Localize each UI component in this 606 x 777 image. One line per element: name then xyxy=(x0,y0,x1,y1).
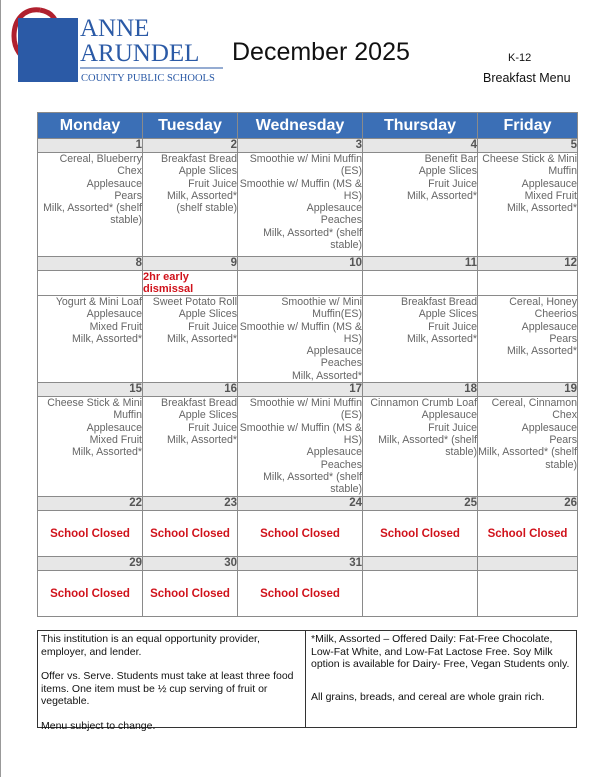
equal-opportunity-note: This institution is an equal opportunity provider, employer, and lender. xyxy=(41,633,260,658)
weekday-wednesday: Wednesday xyxy=(238,113,363,139)
date-row xyxy=(38,557,578,571)
logo-square xyxy=(18,18,78,82)
page-edge xyxy=(0,0,1,777)
closed-row xyxy=(38,571,578,617)
date-cell: 30 xyxy=(143,557,238,571)
weekday-header-row xyxy=(38,113,578,139)
menu-cell: Benefit Bar Apple Slices Fruit Juice Milk, Assorted* xyxy=(363,153,478,257)
weekday-thursday: Thursday xyxy=(363,113,478,139)
weekday-monday: Monday xyxy=(38,113,143,139)
school-closed-label: School Closed xyxy=(143,511,238,557)
date-cell: 15 xyxy=(38,383,143,397)
date-cell: 17 xyxy=(238,383,363,397)
school-closed-label: School Closed xyxy=(238,571,363,617)
date-row xyxy=(38,383,578,397)
date-cell: 24 xyxy=(238,497,363,511)
menu-cell: Breakfast Bread Apple Slices Fruit Juice Milk, Assorted* xyxy=(363,296,478,383)
school-closed-label: School Closed xyxy=(238,511,363,557)
menu-name: Breakfast Menu xyxy=(483,71,571,85)
date-cell: 8 xyxy=(38,257,143,271)
footer-left xyxy=(38,631,306,732)
school-closed-label: School Closed xyxy=(363,511,478,557)
logo-line3: COUNTY PUBLIC SCHOOLS xyxy=(81,73,215,84)
date-cell: 5 xyxy=(478,139,578,153)
menu-cell: Sweet Potato Roll Apple Slices Fruit Juice Milk, Assorted* xyxy=(143,296,238,383)
date-cell: 18 xyxy=(363,383,478,397)
date-cell: 11 xyxy=(363,257,478,271)
menu-row xyxy=(38,397,578,497)
menu-cell: Smoothie w/ Mini Muffin (ES) Smoothie w/ Muffin (MS & HS) Applesauce Peaches Milk, Assorted* (shelf stable) xyxy=(238,397,363,497)
menu-cell: Cereal, Honey Cheerios Applesauce Pears Milk, Assorted* xyxy=(478,296,578,383)
school-closed-label: School Closed xyxy=(38,511,143,557)
menu-cell: Breakfast Bread Apple Slices Fruit Juice Milk, Assorted* xyxy=(143,397,238,497)
empty-cell xyxy=(478,571,578,617)
menu-cell: Cereal, Cinnamon Chex Applesauce Pears Milk, Assorted* (shelf stable) xyxy=(478,397,578,497)
date-cell: 26 xyxy=(478,497,578,511)
date-cell: 2 xyxy=(143,139,238,153)
milk-note: *Milk, Assorted – Offered Daily: Fat-Free Chocolate, Low-Fat White, and Low-Fat Lactose Free. Soy Milk option is available for Dairy- Free, Vegan Students only. xyxy=(311,633,570,671)
whole-grain-note: All grains, breads, and cereal are whole grain rich. xyxy=(311,690,545,703)
footer-right xyxy=(306,631,576,727)
page-title: December 2025 xyxy=(232,38,410,66)
date-cell: 19 xyxy=(478,383,578,397)
menu-change-note: Menu subject to change. xyxy=(41,719,156,732)
menu-cell: Cheese Stick & Mini Muffin Applesauce Mixed Fruit Milk, Assorted* xyxy=(478,153,578,257)
menu-cell: Cereal, Blueberry Chex Applesauce Pears Milk, Assorted* (shelf stable) xyxy=(38,153,143,257)
logo-line2: ARUNDEL xyxy=(80,40,200,67)
weekday-friday: Friday xyxy=(478,113,578,139)
date-cell: 22 xyxy=(38,497,143,511)
menu-cell: Cheese Stick & Mini Muffin Applesauce Mixed Fruit Milk, Assorted* xyxy=(38,397,143,497)
date-cell: 9 xyxy=(143,257,238,271)
menu-row xyxy=(38,296,578,383)
date-cell: 4 xyxy=(363,139,478,153)
date-cell xyxy=(363,557,478,571)
date-cell: 12 xyxy=(478,257,578,271)
grade-label: K-12 xyxy=(508,52,532,64)
menu-cell: Smoothie w/ Mini Muffin (ES) Smoothie w/ Muffin (MS & HS) Applesauce Peaches Milk, Assorted* (shelf stable) xyxy=(238,153,363,257)
school-closed-label: School Closed xyxy=(38,571,143,617)
aacps-logo xyxy=(10,6,232,88)
weekday-tuesday: Tuesday xyxy=(143,113,238,139)
logo-line1: ANNE xyxy=(80,15,150,42)
date-row xyxy=(38,257,578,271)
date-row xyxy=(38,139,578,153)
date-cell: 29 xyxy=(38,557,143,571)
menu-cell: Yogurt & Mini Loaf Applesauce Mixed Fruit Milk, Assorted* xyxy=(38,296,143,383)
date-cell: 3 xyxy=(238,139,363,153)
notice-row xyxy=(38,271,578,296)
date-cell: 23 xyxy=(143,497,238,511)
date-cell: 1 xyxy=(38,139,143,153)
menu-cell: Cinnamon Crumb Loaf Applesauce Fruit Juice Milk, Assorted* (shelf stable) xyxy=(363,397,478,497)
empty-cell xyxy=(363,571,478,617)
date-cell: 16 xyxy=(143,383,238,397)
date-cell: 10 xyxy=(238,257,363,271)
menu-cell: Breakfast Bread Apple Slices Fruit Juice Milk, Assorted* (shelf stable) xyxy=(143,153,238,257)
closed-row xyxy=(38,511,578,557)
menu-row xyxy=(38,153,578,257)
date-row xyxy=(38,497,578,511)
calendar-table xyxy=(37,112,578,617)
offer-vs-serve-note: Offer vs. Serve. Students must take at least three food items. One item must be ½ cup serving of fruit or vegetable. xyxy=(41,670,294,708)
early-dismissal-notice: 2hr early dismissal xyxy=(143,271,238,296)
date-cell: 25 xyxy=(363,497,478,511)
school-closed-label: School Closed xyxy=(478,511,578,557)
date-cell: 31 xyxy=(238,557,363,571)
date-cell xyxy=(478,557,578,571)
footer-notes xyxy=(37,630,577,732)
menu-cell: Smoothie w/ Mini Muffin(ES) Smoothie w/ Muffin (MS & HS) Applesauce Peaches Milk, Assorted* xyxy=(238,296,363,383)
school-closed-label: School Closed xyxy=(143,571,238,617)
